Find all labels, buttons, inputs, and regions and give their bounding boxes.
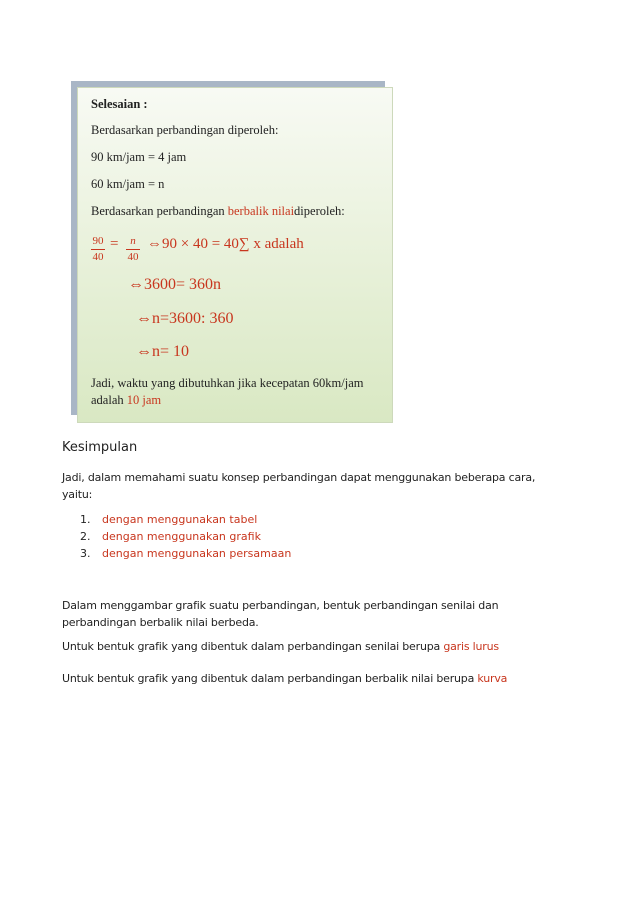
step-1: ⇔3600= 360n [128, 276, 222, 293]
methods-list [80, 511, 291, 562]
kesimpulan-heading: Kesimpulan [62, 440, 138, 455]
list-item-number: 3. [80, 547, 91, 560]
solution-heading: Selesaian : [91, 97, 148, 111]
kesimpulan-intro [62, 469, 535, 503]
fraction-2-bar [126, 249, 140, 250]
solution-line-4-prefix: Berdasarkan perbandingan [91, 204, 228, 218]
list-item-number: 2. [80, 530, 91, 543]
solution-line-2: 90 km/jam = 4 jam [91, 150, 187, 164]
fraction-2-numerator: n [130, 235, 136, 247]
step-2: ⇔n=3600: 360 [136, 310, 234, 327]
equals-sign: = [110, 236, 119, 252]
list-item [80, 511, 291, 528]
graph-paragraph [62, 597, 498, 631]
conclusion-line-1: Jadi, waktu yang dibutuhkan jika kecepatan 60km/jam [91, 376, 364, 390]
berbalik-sentence [62, 670, 507, 687]
fraction-1-bar [91, 249, 105, 250]
fraction-1-numerator: 90 [92, 235, 104, 247]
solution-line-4-suffix: diperoleh: [294, 204, 345, 218]
list-item [80, 545, 291, 562]
solution-box [77, 87, 393, 423]
fraction-2 [126, 235, 140, 264]
senilai-sentence [62, 638, 499, 655]
intro-line-2: yaitu: [62, 488, 93, 501]
berbalik-value: kurva [477, 672, 508, 685]
graph-line-1: Dalam menggambar grafik suatu perbandingan, bentuk perbandingan senilai dan [62, 599, 499, 612]
solution-line-4-highlight: berbalik nilai [227, 204, 295, 218]
fraction-2-denominator: 40 [127, 251, 139, 263]
solution-line-1: Berdasarkan perbandingan diperoleh: [91, 123, 279, 137]
list-item-text: dengan menggunakan grafik [102, 530, 261, 543]
conclusion-prefix: adalah [91, 393, 127, 407]
solution-line-3: 60 km/jam = n [91, 177, 165, 191]
conclusion-value: 10 jam [126, 393, 162, 407]
list-item-text: dengan menggunakan persamaan [102, 547, 292, 560]
conclusion-line-2 [91, 393, 161, 408]
graph-line-2: perbandingan berbalik nilai berbeda. [62, 616, 259, 629]
equation-rest: ⇔90 × 40 = 40∑ x adalah [147, 236, 304, 252]
senilai-prefix: Untuk bentuk grafik yang dibentuk dalam perbandingan senilai berupa [62, 640, 444, 653]
list-item [80, 528, 291, 545]
fraction-1-denominator: 40 [92, 251, 104, 263]
list-item-text: dengan menggunakan tabel [102, 513, 258, 526]
list-item-number: 1. [80, 513, 91, 526]
solution-line-4 [91, 204, 345, 219]
intro-line-1: Jadi, dalam memahami suatu konsep perbandingan dapat menggunakan beberapa cara, [62, 471, 536, 484]
fraction-1 [91, 235, 105, 264]
berbalik-prefix: Untuk bentuk grafik yang dibentuk dalam perbandingan berbalik nilai berupa [62, 672, 478, 685]
senilai-value: garis lurus [443, 640, 499, 653]
step-3: ⇔n= 10 [136, 343, 190, 360]
